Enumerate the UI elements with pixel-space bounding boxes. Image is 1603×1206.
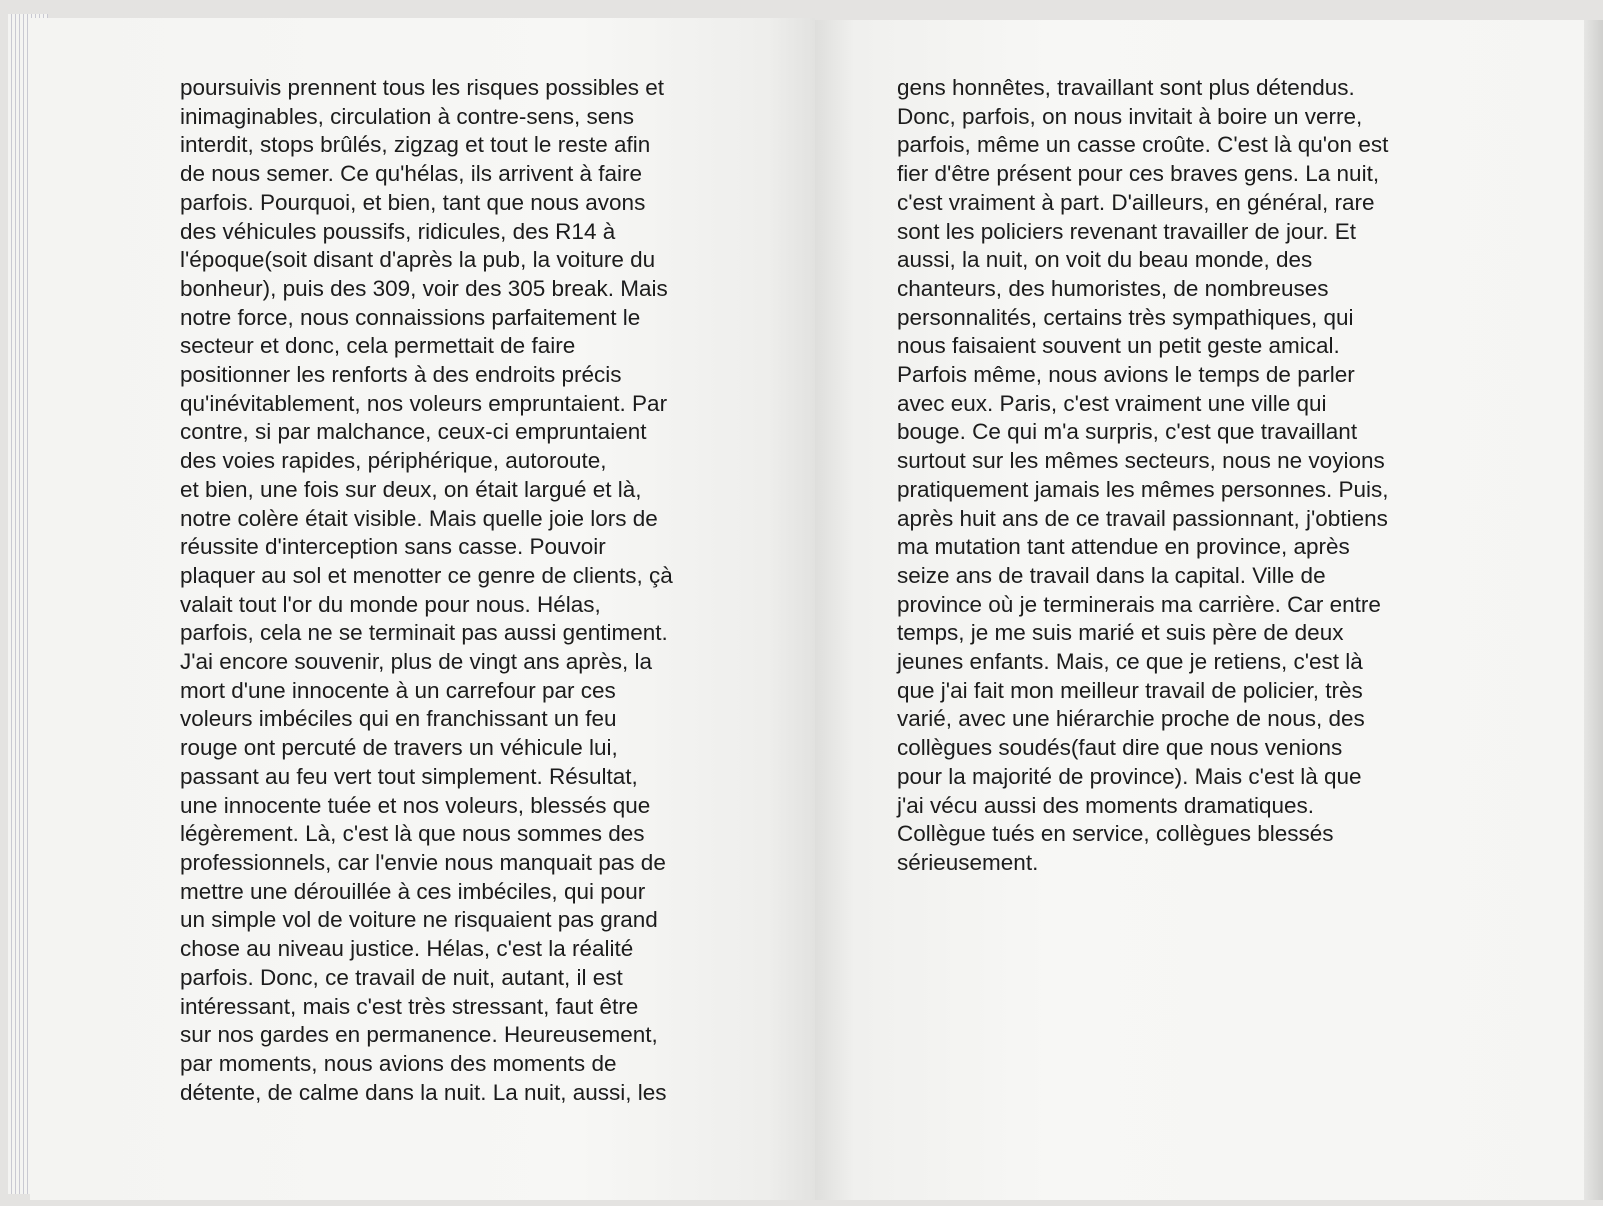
text-line: intéressant, mais c'est très stressant, faut être <box>180 993 639 1019</box>
text-line: parfois, même un casse croûte. C'est là qu'on est <box>897 132 1389 158</box>
text-line: professionnels, car l'envie nous manquait pas de <box>180 849 666 875</box>
text-line: mort d'une innocente à un carrefour par ces <box>180 677 616 703</box>
text-line: Parfois même, nous avions le temps de parler <box>897 362 1355 388</box>
text-line: notre force, nous connaissions parfaitement le <box>180 304 641 330</box>
text-line: temps, je me suis marié et suis père de deux <box>897 620 1344 646</box>
text-line: personnalités, certains très sympathiques, qui <box>897 304 1354 330</box>
text-line: passant au feu vert tout simplement. Résultat, <box>180 763 638 789</box>
text-line: réussite d'interception sans casse. Pouvoir <box>180 534 606 560</box>
text-line: plaquer au sol et menotter ce genre de clients, çà <box>180 562 673 588</box>
text-line: secteur et donc, cela permettait de faire <box>180 333 576 359</box>
text-line: interdit, stops brûlés, zigzag et tout le reste afin <box>180 132 651 158</box>
text-line: nous faisaient souvent un petit geste amical. <box>897 333 1340 359</box>
text-line: et bien, une fois sur deux, on était largué et là, <box>180 476 642 502</box>
text-line: province où je terminerais ma carrière. Car entre <box>897 591 1381 617</box>
text-line: sérieusement. <box>897 849 1039 875</box>
text-line: ma mutation tant attendue en province, après <box>897 534 1350 560</box>
text-line: Collègue tués en service, collègues blessés <box>897 821 1334 847</box>
text-line: valait tout l'or du monde pour nous. Hélas, <box>180 591 601 617</box>
text-line: que j'ai fait mon meilleur travail de policier, très <box>897 677 1363 703</box>
text-line: aussi, la nuit, on voit du beau monde, des <box>897 247 1313 273</box>
text-line: pratiquement jamais les mêmes personnes. Puis, <box>897 476 1389 502</box>
text-line: rouge ont percuté de travers un véhicule lui, <box>180 735 618 761</box>
text-line: avec eux. Paris, c'est vraiment une ville qui <box>897 390 1327 416</box>
text-line: fier d'être présent pour ces braves gens. La nuit, <box>897 161 1380 187</box>
text-line: de nous semer. Ce qu'hélas, ils arrivent à faire <box>180 161 643 187</box>
text-line: contre, si par malchance, ceux-ci empruntaient <box>180 419 647 445</box>
text-line: qu'inévitablement, nos voleurs empruntaient. Par <box>180 390 668 416</box>
text-line: j'ai vécu aussi des moments dramatiques. <box>897 792 1314 818</box>
text-line: poursuivis prennent tous les risques possibles et <box>180 75 665 100</box>
text-line: voleurs imbéciles qui en franchissant un feu <box>180 706 617 732</box>
text-line: c'est vraiment à part. D'ailleurs, en général, rare <box>897 189 1375 215</box>
text-line: J'ai encore souvenir, plus de vingt ans après, la <box>180 649 653 675</box>
text-line: une innocente tuée et nos voleurs, blessés que <box>180 792 651 818</box>
left-page-text <box>180 74 740 1107</box>
text-line: parfois. Donc, ce travail de nuit, autant, il est <box>180 964 623 990</box>
text-line: notre colère était visible. Mais quelle joie lors de <box>180 505 658 531</box>
text-line: après huit ans de ce travail passionnant, j'obtiens <box>897 505 1388 531</box>
text-line: mettre une dérouillée à ces imbéciles, qui pour <box>180 878 646 904</box>
show-through-left <box>740 72 800 1122</box>
text-line: bonheur), puis des 309, voir des 305 break. Mais <box>180 275 668 301</box>
text-line: un simple vol de voiture ne risquaient pas grand <box>180 907 658 933</box>
text-line: des véhicules poussifs, ridicules, des R14 à <box>180 218 616 244</box>
text-line: seize ans de travail dans la capital. Ville de <box>897 562 1326 588</box>
text-line: collègues soudés(faut dire que nous venions <box>897 735 1343 761</box>
text-line: par moments, nous avions des moments de <box>180 1050 617 1076</box>
text-line: gens honnêtes, travaillant sont plus détendus. <box>897 75 1355 100</box>
show-through-right <box>880 860 1500 1110</box>
text-line: varié, avec une hiérarchie proche de nous, des <box>897 706 1365 732</box>
text-line: bouge. Ce qui m'a surpris, c'est que travaillant <box>897 419 1358 445</box>
text-line: jeunes enfants. Mais, ce que je retiens, c'est là <box>897 649 1363 675</box>
text-line: chose au niveau justice. Hélas, c'est la réalité <box>180 936 634 962</box>
text-line: parfois. Pourquoi, et bien, tant que nous avons <box>180 189 646 215</box>
text-line: légèrement. Là, c'est là que nous sommes des <box>180 821 645 847</box>
text-line: l'époque(soit disant d'après la pub, la voiture du <box>180 247 656 273</box>
text-line: parfois, cela ne se terminait pas aussi gentiment. <box>180 620 668 646</box>
text-line: pour la majorité de province). Mais c'est là que <box>897 763 1362 789</box>
text-line: inimaginables, circulation à contre-sens, sens <box>180 103 634 129</box>
right-page-edge <box>1584 20 1603 1200</box>
text-line: surtout sur les mêmes secteurs, nous ne voyions <box>897 448 1385 474</box>
text-line: détente, de calme dans la nuit. La nuit, aussi, les <box>180 1079 667 1105</box>
text-line: chanteurs, des humoristes, de nombreuses <box>897 275 1329 301</box>
right-page-text <box>897 74 1457 878</box>
text-line: des voies rapides, périphérique, autoroute, <box>180 448 607 474</box>
text-line: sur nos gardes en permanence. Heureusement, <box>180 1022 658 1048</box>
text-line: sont les policiers revenant travailler de jour. Et <box>897 218 1356 244</box>
text-line: positionner les renforts à des endroits précis <box>180 362 622 388</box>
text-line: Donc, parfois, on nous invitait à boire un verre, <box>897 103 1363 129</box>
